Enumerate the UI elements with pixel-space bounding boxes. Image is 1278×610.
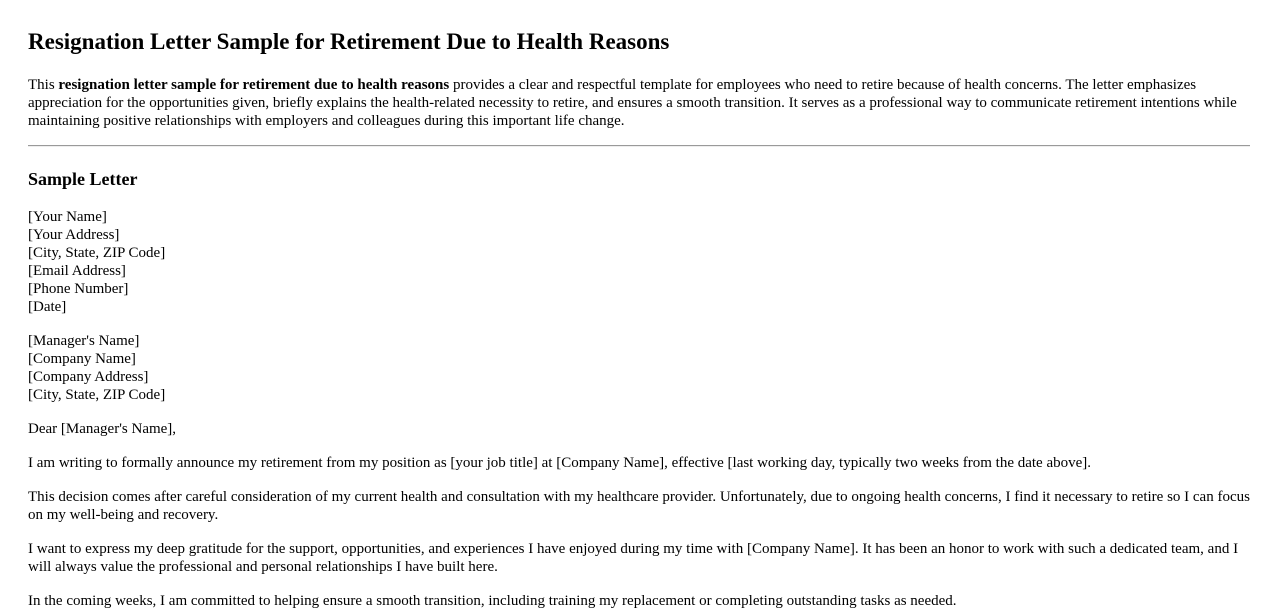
sender-date: [Date]	[28, 299, 67, 315]
intro-bold-phrase: resignation letter sample for retirement due to health reasons	[58, 77, 450, 93]
letter-paragraph-2: This decision comes after careful consideration of my current health and consultation with my healthcare provider. Unfortunately, due to ongoing health concerns, I find it necessary to retire so I can focus on my well-being and recovery.	[28, 489, 1250, 523]
page-title: Resignation Letter Sample for Retirement Due to Health Reasons	[28, 29, 670, 54]
sender-address-block	[28, 208, 1250, 316]
salutation: Dear [Manager's Name],	[28, 421, 177, 437]
sender-name: [Your Name]	[28, 209, 107, 225]
recipient-company-address: [Company Address]	[28, 369, 149, 385]
sender-address: [Your Address]	[28, 227, 120, 243]
letter-paragraph-1: I am writing to formally announce my retirement from my position as [your job title] at [Company Name], effective [last working day, typically two weeks from the date above].	[28, 455, 1092, 471]
sender-email: [Email Address]	[28, 263, 126, 279]
recipient-address-block	[28, 332, 1250, 404]
recipient-company-name: [Company Name]	[28, 351, 136, 367]
sender-phone: [Phone Number]	[28, 281, 129, 297]
letter-paragraph-4: In the coming weeks, I am committed to helping ensure a smooth transition, including training my replacement or completing outstanding tasks as needed.	[28, 593, 957, 609]
intro-paragraph	[28, 76, 1250, 130]
sender-city-state-zip: [City, State, ZIP Code]	[28, 245, 166, 261]
intro-prefix: This	[28, 77, 59, 93]
section-heading: Sample Letter	[28, 169, 138, 189]
recipient-manager-name: [Manager's Name]	[28, 333, 140, 349]
section-divider	[28, 145, 1250, 147]
letter-paragraph-3: I want to express my deep gratitude for the support, opportunities, and experiences I have enjoyed during my time with [Company Name]. It has been an honor to work with such a dedicated team, and I will always value the professional and personal relationships I have built here.	[28, 541, 1239, 575]
recipient-city-state-zip: [City, State, ZIP Code]	[28, 387, 166, 403]
intro-suffix: provides a clear and respectful template for employees who need to retire because of health concerns. The letter emphasizes appreciation for the opportunities given, briefly explains the health-related necessity to retire, and ensures a smooth transition. It serves as a professional way to communicate retirement intentions while maintaining positive relationships with employers and colleagues during this important life change.	[28, 77, 1237, 129]
